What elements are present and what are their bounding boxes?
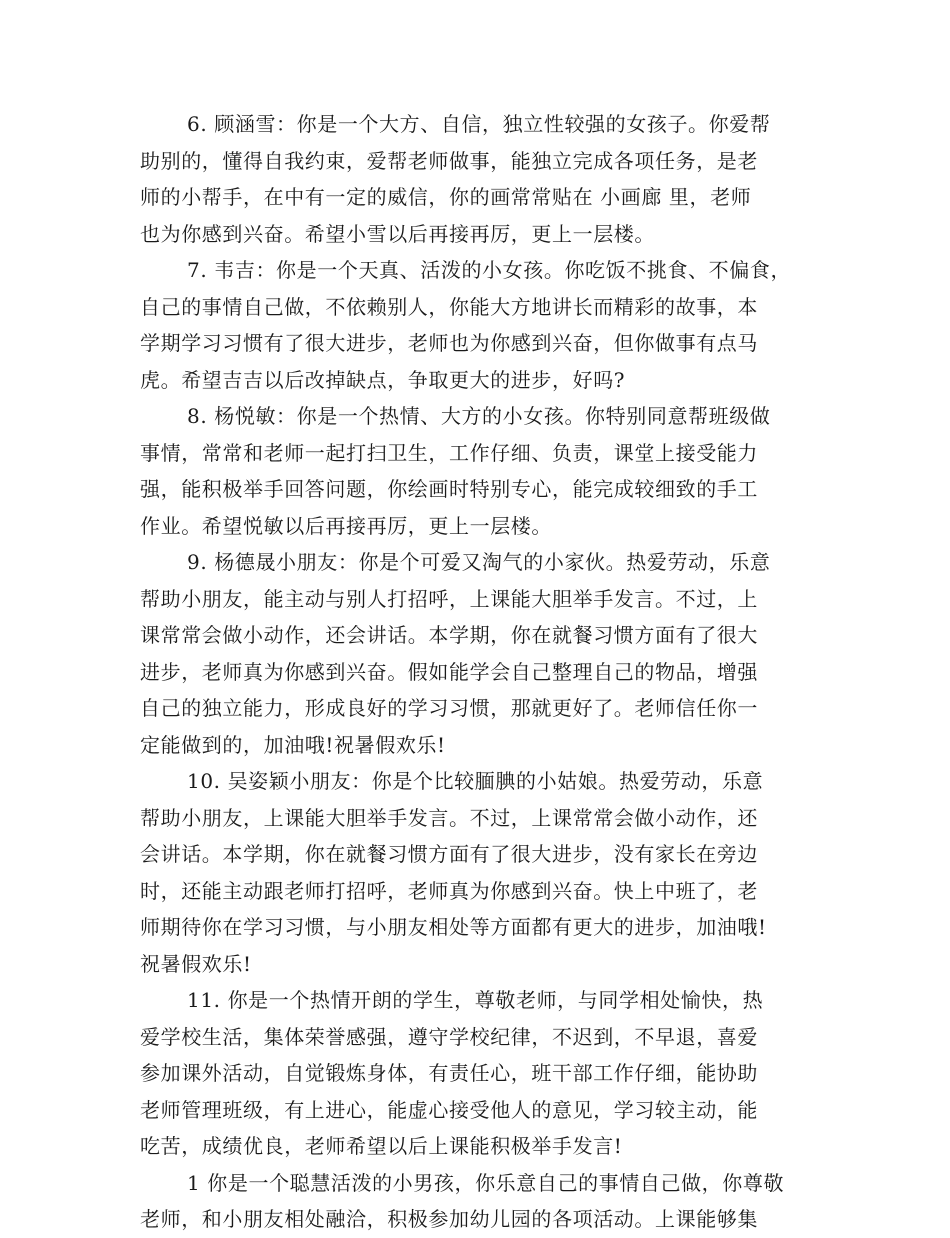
paragraph-8 bbox=[140, 398, 820, 544]
text-line: 1 你是一个聪慧活泼的小男孩，你乐意自己的事情自己做，你尊敬 bbox=[187, 1170, 785, 1195]
text-line: 强，能积极举手回答问题，你绘画时特别专心，能完成较细致的手工 bbox=[140, 477, 758, 501]
text-line: 10. 吴姿颖小朋友：你是个比较腼腆的小姑娘。热爱劳动，乐意 bbox=[187, 769, 764, 793]
text-line: 作业。希望悦敏以后再接再厉，更上一层楼。 bbox=[140, 513, 552, 538]
paragraph-11 bbox=[140, 982, 820, 1165]
text-line: 帮助小朋友，能主动与别人打招呼，上课能大胆举手发言。不过，上 bbox=[140, 586, 758, 611]
text-line: 11. 你是一个热情开朗的学生，尊敬老师，与同学相处愉快，热 bbox=[187, 988, 764, 1012]
text-line: 事情，常常和老师一起打扫卫生，工作仔细、负责，课堂上接受能力 bbox=[140, 440, 758, 465]
text-line: 7. 韦吉：你是一个天真、活泼的小女孩。你吃饭不挑食、不偏食， bbox=[187, 258, 792, 282]
text-line: 9. 杨德晟小朋友：你是个可爱又淘气的小家伙。热爱劳动，乐意 bbox=[187, 550, 771, 574]
paragraph-10 bbox=[140, 763, 820, 982]
text-line: 参加课外活动，自觉锻炼身体，有责任心，班干部工作仔细，能协助 bbox=[140, 1061, 758, 1085]
text-line: 帮助小朋友，上课能大胆举手发言。不过，上课常常会做小动作，还 bbox=[140, 805, 758, 830]
document-body bbox=[140, 106, 820, 1238]
text-line: 吃苦，成绩优良，老师希望以后上课能积极举手发言! bbox=[140, 1134, 623, 1158]
text-line: 时，还能主动跟老师打招呼，老师真为你感到兴奋。快上中班了，老 bbox=[140, 878, 758, 903]
text-line: 师的小帮手，在中有一定的威信，你的画常常贴在 小画廊 里，老师 bbox=[140, 185, 752, 209]
text-line: 自己的事情自己做，不依赖别人，你能大方地讲长而精彩的故事，本 bbox=[140, 294, 758, 319]
text-line: 学期学习习惯有了很大进步，老师也为你感到兴奋，但你做事有点马 bbox=[140, 331, 758, 355]
text-line: 老师，和小朋友相处融洽，积极参加幼儿园的各项活动。上课能够集 bbox=[140, 1207, 758, 1231]
text-line: 师期待你在学习习惯，与小朋友相处等方面都有更大的进步，加油哦! bbox=[140, 915, 767, 939]
paragraph-6 bbox=[140, 106, 820, 252]
text-line: 也为你感到兴奋。希望小雪以后再接再厉，更上一层楼。 bbox=[140, 221, 655, 246]
text-line: 助别的，懂得自我约束，爱帮老师做事，能独立完成各项任务，是老 bbox=[140, 148, 758, 173]
text-line: 课常常会做小动作，还会讲话。本学期，你在就餐习惯方面有了很大 bbox=[140, 623, 758, 647]
text-line: 虎。希望吉吉以后改掉缺点，争取更大的进步，好吗? bbox=[140, 367, 626, 392]
text-line: 8. 杨悦敏：你是一个热情、大方的小女孩。你特别同意帮班级做 bbox=[187, 404, 771, 428]
text-line: 6. 顾涵雪：你是一个大方、自信，独立性较强的女孩子。你爱帮 bbox=[187, 112, 771, 136]
text-line: 老师管理班级，有上进心，能虚心接受他人的意见，学习较主动，能 bbox=[140, 1097, 758, 1122]
text-line: 进步，老师真为你感到兴奋。假如能学会自己整理自己的物品，增强 bbox=[140, 659, 758, 684]
text-line: 定能做到的，加油哦!祝暑假欢乐! bbox=[140, 732, 446, 757]
text-line: 爱学校生活，集体荣誉感强，遵守学校纪律，不迟到，不早退，喜爱 bbox=[140, 1024, 758, 1049]
text-line: 自己的独立能力，形成良好的学习习惯，那就更好了。老师信任你一 bbox=[140, 696, 758, 720]
paragraph-9 bbox=[140, 544, 820, 763]
paragraph-1 bbox=[140, 1165, 820, 1238]
text-line: 会讲话。本学期，你在就餐习惯方面有了很大进步，没有家长在旁边 bbox=[140, 842, 758, 866]
text-line: 祝暑假欢乐! bbox=[140, 951, 252, 976]
paragraph-7 bbox=[140, 252, 820, 398]
